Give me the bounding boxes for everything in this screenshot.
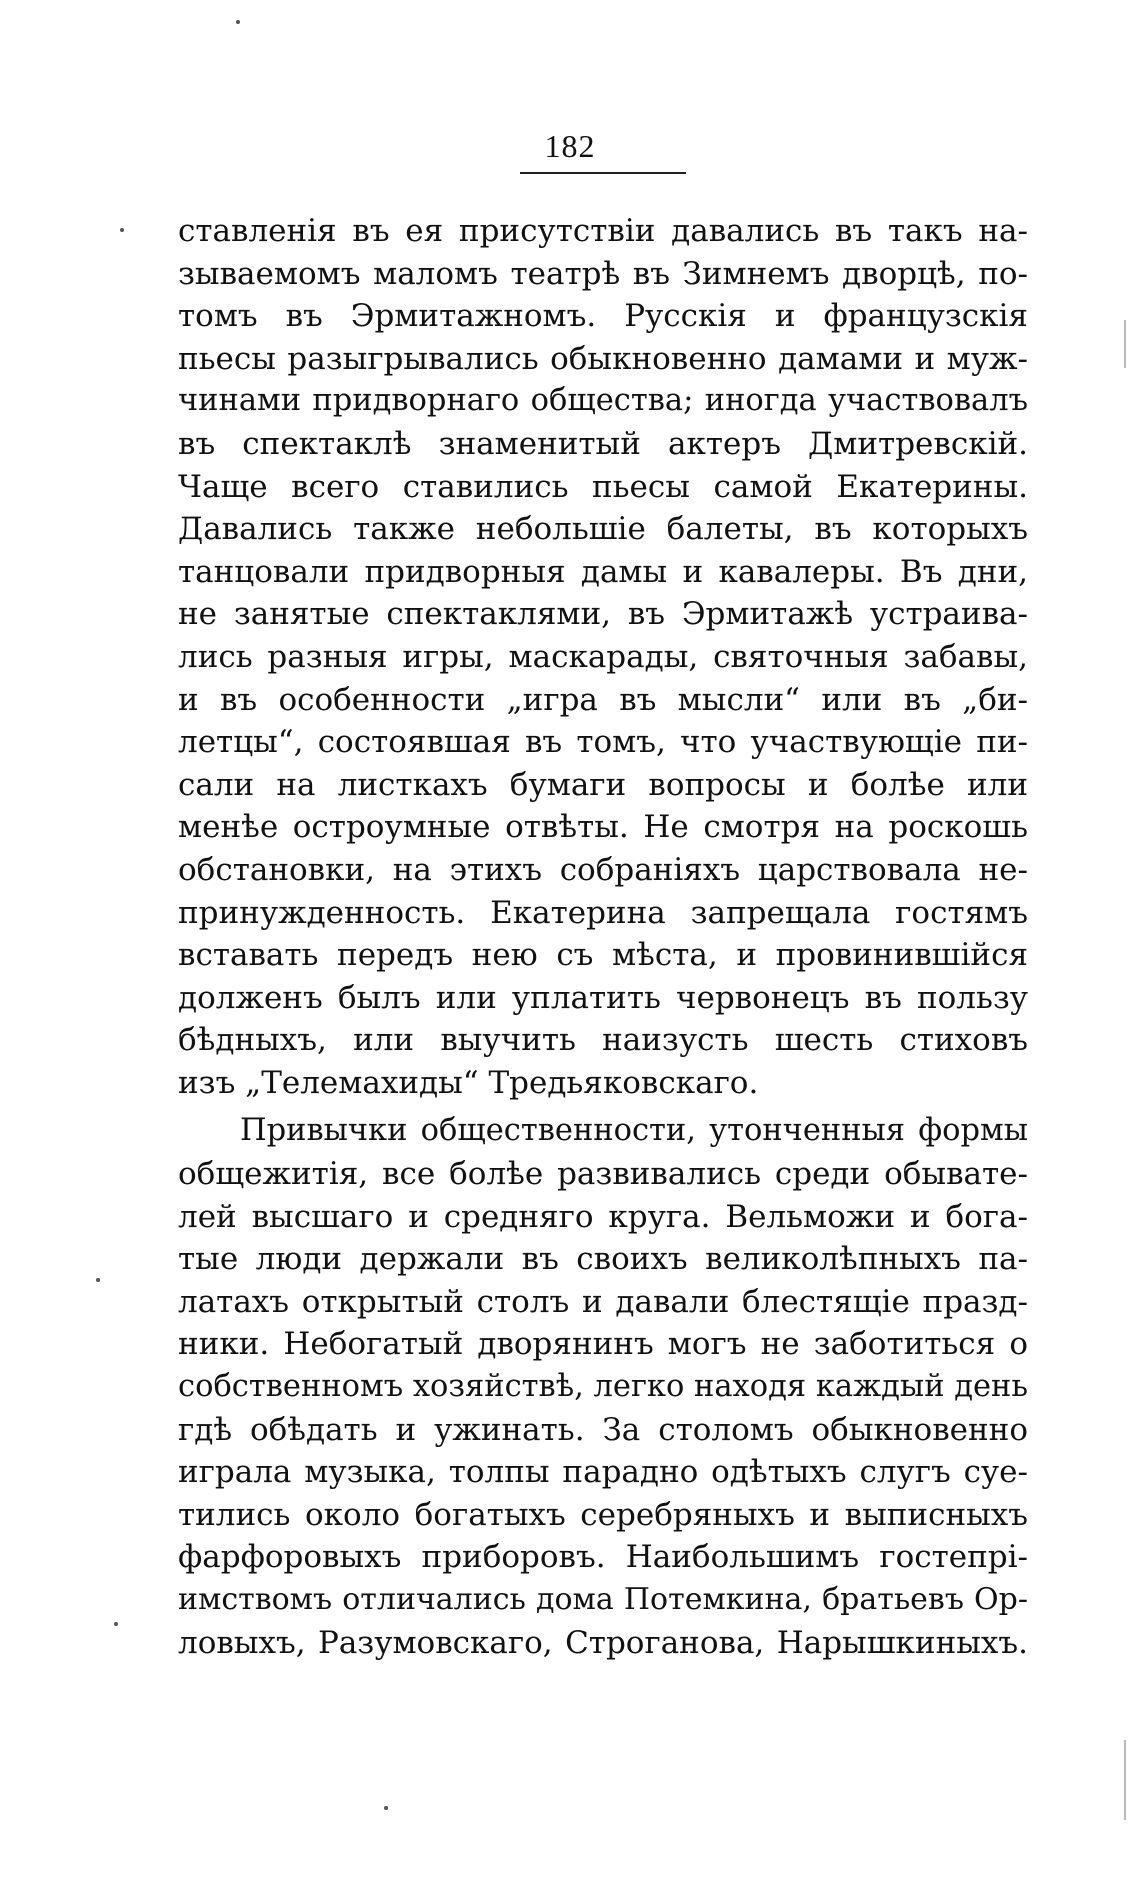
scan-speck: [236, 20, 240, 24]
text-line: въ спектаклѣ знаменитый актеръ Дмитревскій.: [178, 425, 1028, 462]
page-number: 182: [544, 128, 596, 164]
scan-edge-mark: [1124, 1740, 1126, 1820]
text-line: тые люди держали въ своихъ великолѣпныхъ па-: [178, 1241, 1028, 1278]
text-line: чинами придворнаго общества; иногда участвовалъ: [178, 383, 1028, 419]
text-line: пьесы разыгрывались обыкновенно дамами и муж-: [178, 340, 1028, 377]
text-line: Чаще всего ставились пьесы самой Екатерины.: [178, 468, 1028, 505]
text-line: Давались также небольшіе балеты, въ которыхъ: [178, 511, 1028, 548]
text-line: изъ „Телемахиды“ Тредьяковскаго.: [178, 1064, 759, 1101]
text-line: обстановки, на этихъ собраніяхъ царствовала не-: [178, 851, 1028, 888]
text-line: и въ особенности „игра въ мысли“ или въ „би-: [178, 681, 1028, 718]
text-line: ставленія въ ея присутствіи давались въ такъ на-: [178, 213, 1028, 249]
scan-speck: [96, 1278, 100, 1282]
text-line: ловыхъ, Разумовскаго, Строганова, Нарышкиныхъ.: [178, 1624, 1028, 1661]
text-line: принужденность. Екатерина запрещала гостямъ: [178, 894, 1028, 931]
text-line: зываемомъ маломъ театрѣ въ Зимнемъ дворцѣ, по-: [178, 255, 1028, 292]
text-line: собственномъ хозяйствѣ, легко находя каждый день: [178, 1369, 1028, 1405]
text-line: вставать передъ нею съ мѣста, и провинившійся: [178, 937, 1028, 974]
text-line: томъ въ Эрмитажномъ. Русскія и французскія: [178, 298, 1028, 335]
text-line: бѣдныхъ, или выучить наизусть шесть стиховъ: [178, 1022, 1028, 1059]
text-line: имствомъ отличались дома Потемкина, братьевъ Ор-: [178, 1582, 1028, 1617]
text-line: Привычки общественности, утонченныя формы: [240, 1113, 1028, 1149]
text-line: общежитія, все болѣе развивались среди обывате-: [178, 1156, 1028, 1193]
text-line: лей высшаго и средняго круга. Вельможи и бога-: [178, 1198, 1028, 1235]
text-line: тились около богатыхъ серебряныхъ и выписныхъ: [178, 1496, 1028, 1533]
text-line: танцовали придворныя дамы и кавалеры. Въ дни,: [178, 553, 1028, 590]
text-line: долженъ былъ или уплатить червонецъ въ пользу: [178, 979, 1028, 1016]
text-line: сали на листкахъ бумаги вопросы и болѣе или: [178, 766, 1028, 803]
scan-speck: [114, 1622, 118, 1626]
text-line: летцы“, состоявшая въ томъ, что участвующіе пи-: [178, 724, 1028, 761]
text-line: ники. Небогатый дворянинъ могъ не заботиться о: [178, 1326, 1028, 1363]
text-line: играла музыка, толпы парадно одѣтыхъ слугъ суе-: [178, 1454, 1028, 1491]
header-rule: [520, 172, 686, 174]
text-line: гдѣ обѣдать и ужинать. За столомъ обыкновенно: [178, 1411, 1028, 1448]
text-line: менѣе остроумные отвѣты. Не смотря на роскошь: [178, 809, 1028, 846]
scan-speck: [120, 228, 124, 232]
text-line: не занятые спектаклями, въ Эрмитажѣ устраива-: [178, 596, 1028, 633]
paragraph-1: [178, 210, 1028, 1104]
body-text: [178, 210, 1028, 1664]
text-line: фарфоровыхъ приборовъ. Наибольшимъ гостепрі-: [178, 1539, 1028, 1576]
text-line: латахъ открытый столъ и давали блестящіе празд-: [178, 1283, 1028, 1320]
text-line: лись разныя игры, маскарады, святочныя забавы,: [178, 638, 1028, 675]
scan-edge-mark: [1124, 320, 1126, 368]
paragraph-2: [178, 1110, 1028, 1664]
scan-speck: [384, 1806, 388, 1810]
